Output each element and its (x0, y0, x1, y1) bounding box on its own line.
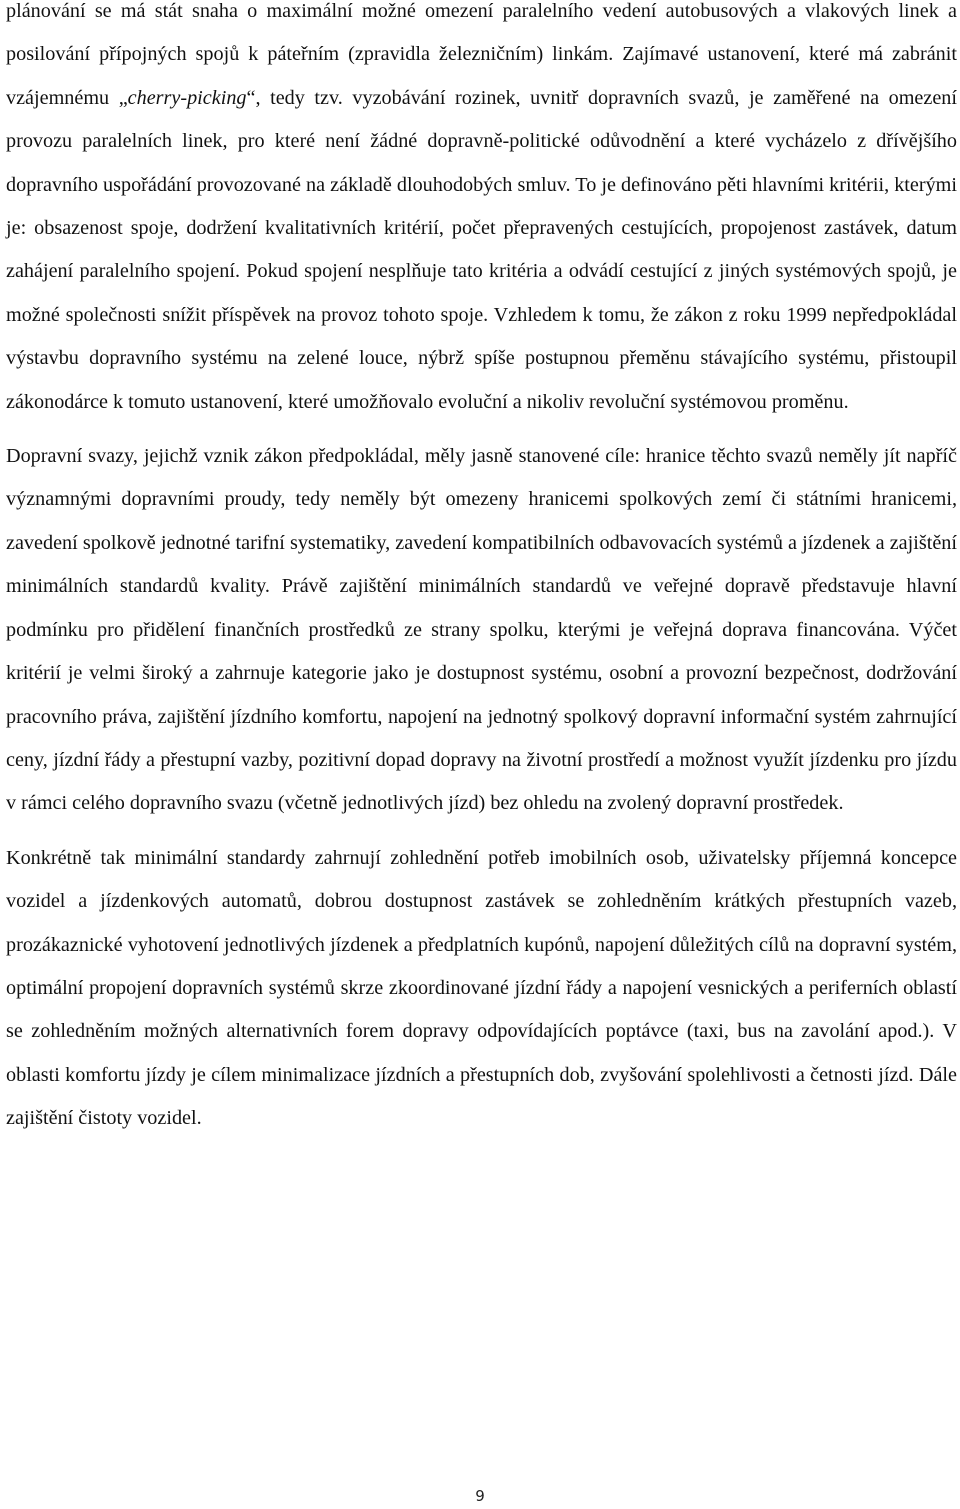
document-page (6, 0, 957, 1141)
paragraph-1-emphasis: cherry-picking (127, 86, 247, 109)
paragraph-1-text-end: “, tedy tzv. vyzobávání rozinek, uvnitř dopravních svazů, je zaměřené na omezení provozu paralelních linek, pro které není žádné dopravně-politické odůvodnění a které vycházelo z dřívějšího dopravního uspořádání provozované na základě dlouhodobých smluv. To je definováno pěti hlavními kritérii, kterými je: obsazenost spoje, dodržení kvalitativních kritérií, počet přepravených cestujících, propojenost zastávek, datum zahájení paralelního spojení. Pokud spojení nesplňuje tato kritéria a odvádí cestující z jiných systémových spojů, je možné společnosti snížit příspěvek na provoz tohoto spoje. Vzhledem k tomu, že zákon z roku 1999 nepředpokládal výstavbu dopravního systému na zelené louce, nýbrž spíše postupnou přeměnu stávajícího systému, přistoupil zákonodárce k tomuto ustanovení, které umožňovalo evoluční a nikoliv revoluční systémovou proměnu. (6, 86, 957, 413)
page-number: 9 (475, 1487, 485, 1505)
paragraph-2: Dopravní svazy, jejichž vznik zákon předpokládal, měly jasně stanovené cíle: hranice těchto svazů neměly jít napříč významnými dopravními proudy, tedy neměly být omezeny hranicemi spolkových zemí či státními hranicemi, zavedení spolkově jednotné tarifní systematiky, zavedení kompatibilních odbavovacích systémů a jízdenek a zajištění minimálních standardů kvality. Právě zajištění minimálních standardů ve veřejné dopravě představuje hlavní podmínku pro přidělení finančních prostředků ze strany spolku, kterými je veřejná doprava financována. Výčet kritérií je velmi široký a zahrnuje kategorie jako je dostupnost systému, osobní a provozní bezpečnost, dodržování pracovního práva, zajištění jízdního komfortu, napojení na jednotný spolkový dopravní informační systém zahrnující ceny, jízdní řády a přestupní vazby, pozitivní dopad dopravy na životní prostředí a možnost využít jízdenku pro jízdu v rámci celého dopravního svazu (včetně jednotlivých jízd) bez ohledu na zvolený dopravní prostředek. (6, 445, 957, 815)
paragraph-3: Konkrétně tak minimální standardy zahrnují zohlednění potřeb imobilních osob, uživatelsky příjemná koncepce vozidel a jízdenkových automatů, dobrou dostupnost zastávek se zohledněním krátkých přestupních vazeb, prozákaznické vyhotovení jednotlivých jízdenek a předplatních kupónů, napojení důležitých cílů na dopravní systém, optimální propojení dopravních systémů skrze zkoordinované jízdní řády a napojení vesnických a periferních oblastí se zohledněním možných alternativních forem dopravy odpovídajících poptávce (taxi, bus na zavolání apod.). V oblasti komfortu jízdy je cílem minimalizace jízdních a přestupních dob, zvyšování spolehlivosti a četnosti jízd. Dále zajištění čistoty vozidel. (6, 846, 957, 1130)
paragraph-1 (6, 0, 957, 424)
paragraph-1-text-start: plánování se má stát snaha o maximální možné omezení paralelního vedení autobusových a vlakových linek a posilování přípojných spojů k páteřním (zpravidla železničním) linkám. Zajímavé ustanovení, které má zabránit vzájemnému „ (6, 0, 957, 109)
